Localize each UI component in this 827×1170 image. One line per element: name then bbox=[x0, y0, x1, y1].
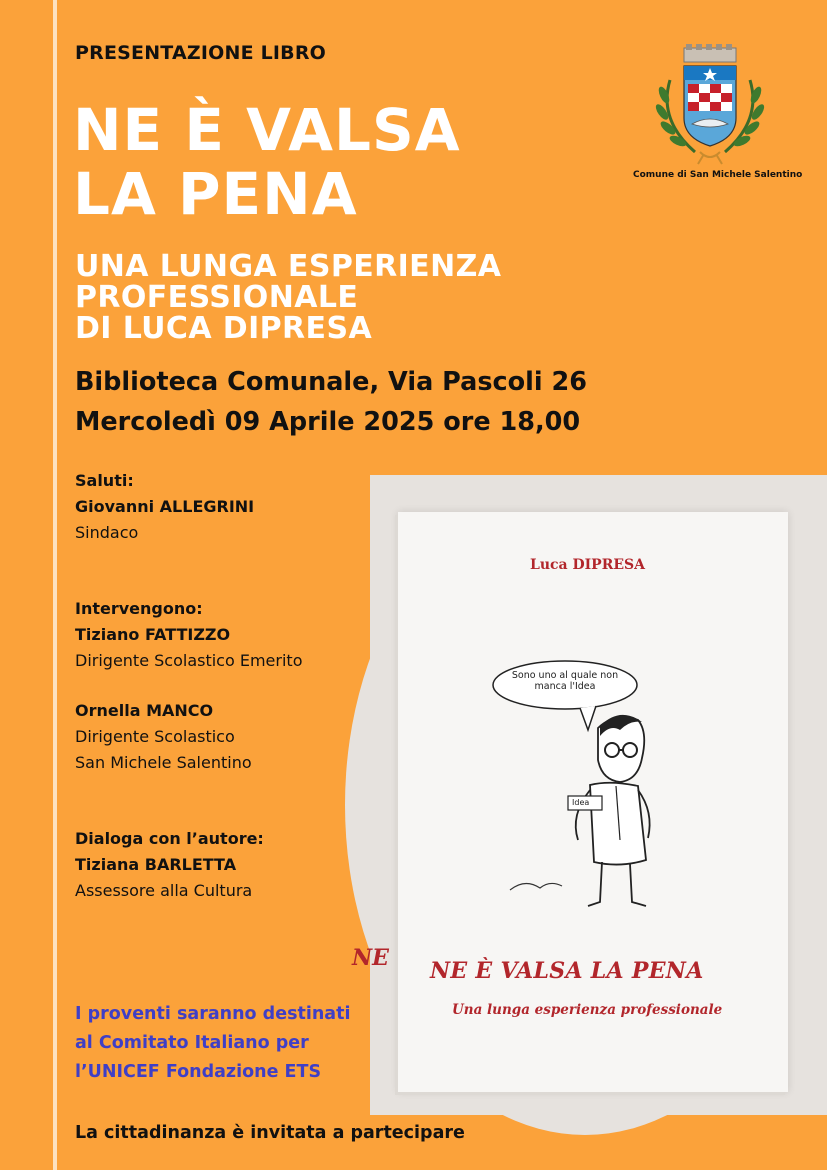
book-author: Luca DIPRESA bbox=[530, 557, 645, 573]
dialoga-role: Assessore alla Cultura bbox=[75, 881, 253, 900]
unicef-line-3: l’UNICEF Fondazione ETS bbox=[75, 1062, 322, 1082]
subtitle bbox=[75, 251, 501, 344]
subtitle-line-2: PROFESSIONALE bbox=[75, 280, 359, 315]
speaker-1-name: Tiziano FATTIZZO bbox=[75, 625, 231, 644]
footer-invitation: La cittadinanza è invitata a partecipare bbox=[75, 1123, 465, 1143]
dialoga-section bbox=[75, 826, 264, 904]
intervengono-section bbox=[75, 596, 302, 674]
municipal-crest-icon bbox=[640, 40, 780, 180]
intervengono-heading: Intervengono: bbox=[75, 599, 203, 618]
saluti-name: Giovanni ALLEGRINI bbox=[75, 497, 255, 516]
kicker-label: PRESENTAZIONE LIBRO bbox=[75, 42, 327, 64]
event-details bbox=[75, 362, 587, 442]
dialoga-name: Tiziana BARLETTA bbox=[75, 855, 237, 874]
event-date: Mercoledì 09 Aprile 2025 ore 18,00 bbox=[75, 407, 581, 437]
speaker-2-section bbox=[75, 698, 252, 776]
decorative-vertical-line bbox=[53, 0, 57, 1170]
subtitle-line-3: DI LUCA DIPRESA bbox=[75, 311, 373, 346]
unicef-line-1: I proventi saranno destinati bbox=[75, 1004, 351, 1024]
speaker-2-role: Dirigente Scolastico bbox=[75, 727, 235, 746]
saluti-heading: Saluti: bbox=[75, 471, 134, 490]
speaker-2-role-place: San Michele Salentino bbox=[75, 753, 252, 772]
speaker-1-role: Dirigente Scolastico Emerito bbox=[75, 651, 303, 670]
speech-bubble-text: Sono uno al quale non manca l'Idea bbox=[511, 670, 619, 692]
speaker-2-name: Ornella MANCO bbox=[75, 701, 214, 720]
main-title bbox=[73, 98, 461, 226]
subtitle-line-1: UNA LUNGA ESPERIENZA bbox=[75, 249, 502, 284]
dialoga-heading: Dialoga con l’autore: bbox=[75, 829, 264, 848]
event-venue: Biblioteca Comunale, Via Pascoli 26 bbox=[75, 367, 588, 397]
book-subtitle: Una lunga esperienza professionale bbox=[452, 1002, 723, 1018]
main-title-line-2: LA PENA bbox=[73, 160, 358, 228]
sign-idea-text: Idea bbox=[572, 798, 590, 807]
municipality-label: Comune di San Michele Salentino bbox=[633, 170, 803, 180]
saluti-role: Sindaco bbox=[75, 523, 139, 542]
main-title-line-1: NE È VALSA bbox=[73, 96, 461, 164]
book-title: NE È VALSA LA PENA bbox=[430, 958, 704, 984]
unicef-note bbox=[75, 1000, 350, 1087]
saluti-section bbox=[75, 468, 254, 546]
book-spine-text: NE bbox=[352, 945, 389, 971]
unicef-line-2: al Comitato Italiano per bbox=[75, 1033, 309, 1053]
